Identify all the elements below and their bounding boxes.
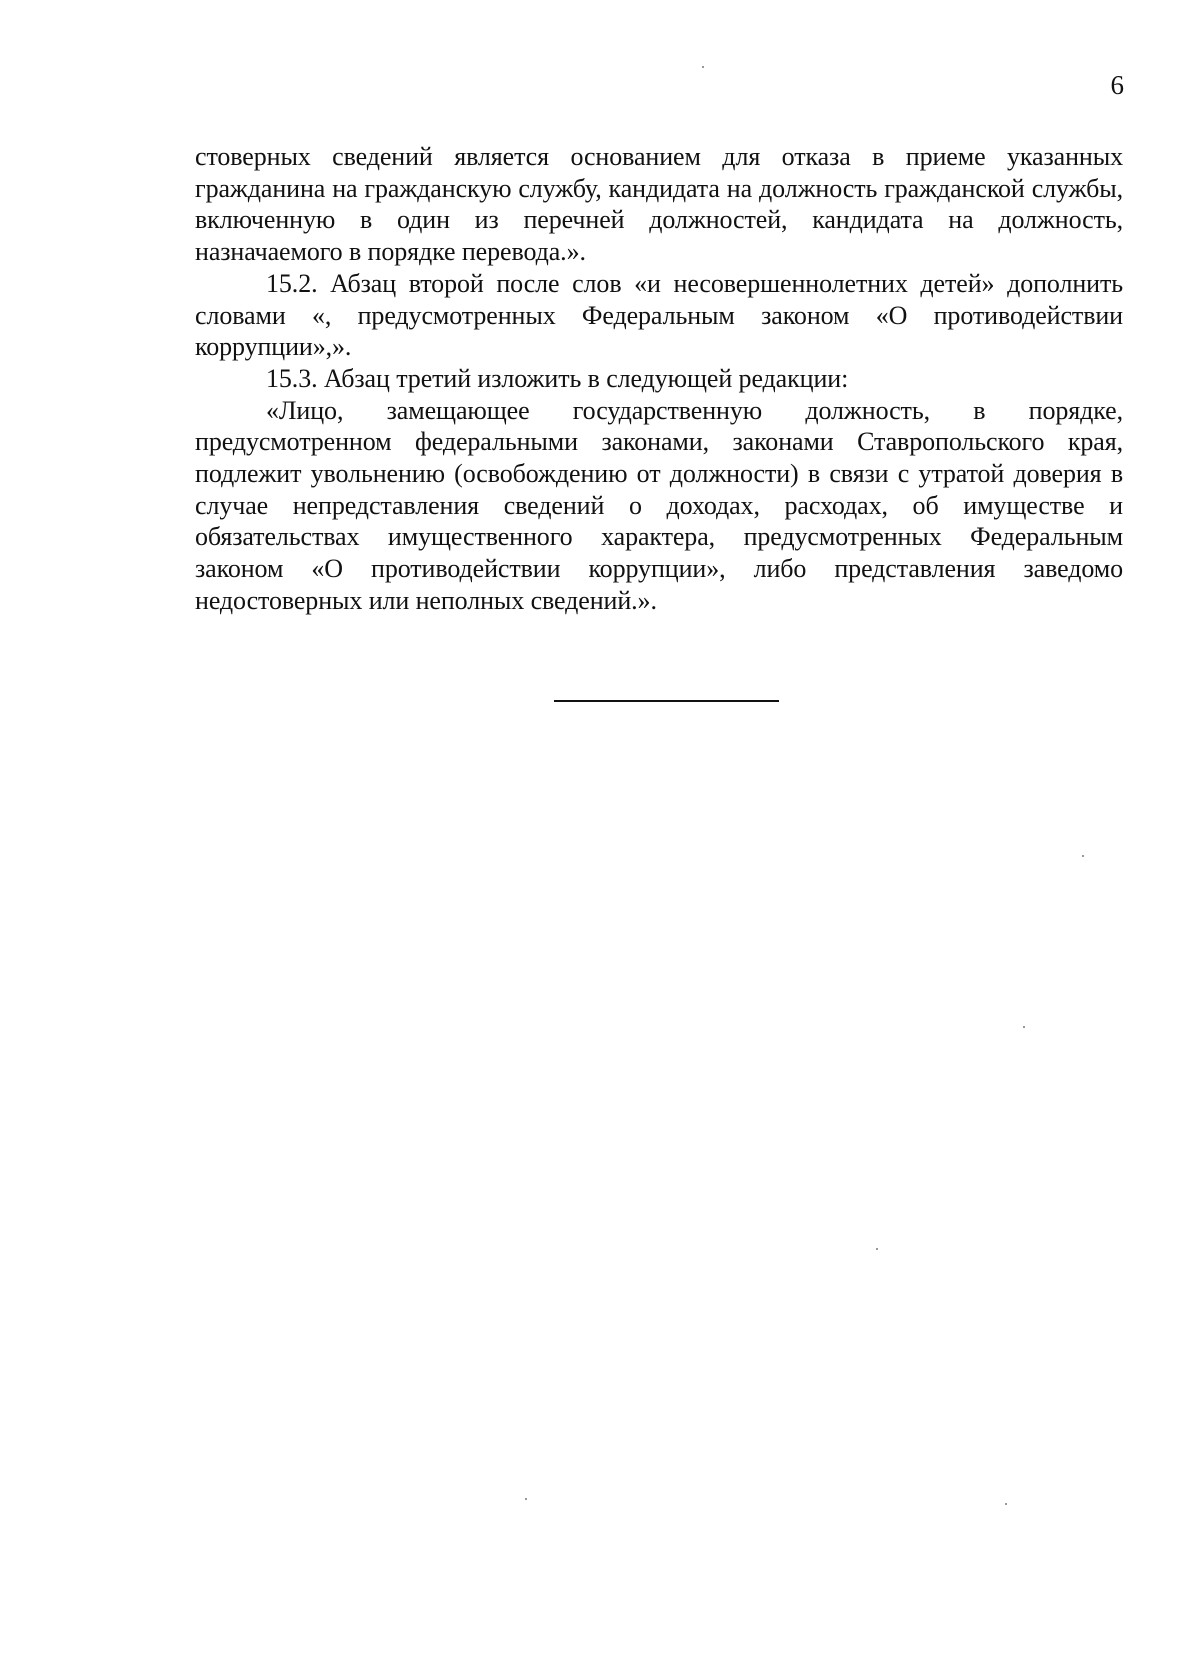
scan-speck <box>1082 855 1084 857</box>
paragraph-15-3: 15.3. Абзац третий изложить в следующей редакции: <box>266 363 849 393</box>
document-body <box>195 141 1123 617</box>
paragraph-15-2: 15.2. Абзац второй после слов «и несовершеннолетних детей» дополнить словами «, предусмотренных Федеральным законом «О противодействии коррупции»,». <box>195 268 1123 362</box>
scan-speck <box>525 1498 527 1500</box>
page-number: 6 <box>1110 70 1124 100</box>
scan-speck <box>876 1248 878 1250</box>
scan-speck <box>702 66 704 68</box>
scan-speck <box>1005 1503 1007 1505</box>
paragraph-quoted-text: «Лицо, замещающее государственную должность, в порядке, предусмотренном федеральными законами, законами Ставропольского края, подлежит увольнению (освобождению от должности) в связи с утратой доверия в случае непредставления сведений о доходах, расходах, об имуществе и обязательствах имущественного характера, предусмотренных Федеральным законом «О противодействии коррупции», либо представления заведомо недостоверных или неполных сведений.». <box>195 395 1123 615</box>
scan-speck <box>1023 1026 1025 1028</box>
paragraph-continuation: стоверных сведений является основанием для отказа в приеме указанных гражданина на гражданскую службу, кандидата на должность гражданской службы, включенную в один из перечней должностей, кандидата на должность, назначаемого в порядке перевода.». <box>195 142 1123 267</box>
end-separator-line <box>554 700 779 702</box>
